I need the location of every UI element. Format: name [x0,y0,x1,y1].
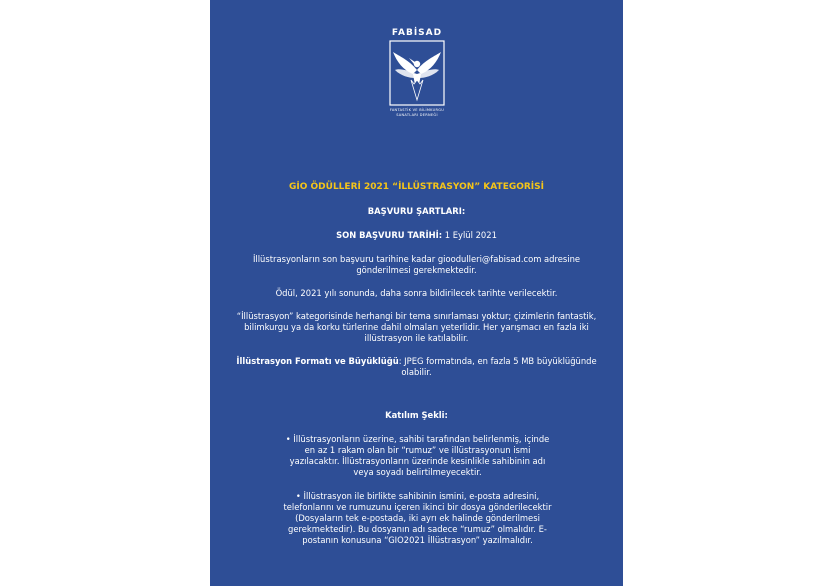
format-paragraph [234,356,599,378]
deadline-line [234,230,599,241]
deadline-label: SON BAŞVURU TARİHİ: [336,230,443,240]
participation-title: Katılım Şekli: [385,410,448,420]
participation-bullet-2: • İllüstrasyon ile birlikte sahibinin ismini, e-posta adresini, telefonlarını ve rumuzunu içeren ikinci bir dosya gönderilecektir (Dosyaların tek e-postada, iki ayrı ek halinde gönderilmesi gerekmektedir). Bu dosyanın adı sadece “rumuz” olmalıdır. E-postanın konusuna “GIO2021 İllüstrasyon” yazılmalıdır. [283,491,552,545]
award-paragraph: Ödül, 2021 yılı sonunda, daha sonra bildirilecek tarihte verilecektir. [275,288,558,298]
logo-name: FABİSAD [391,28,443,38]
poster [210,0,623,586]
format-value: : JPEG formatında, en fazla 5 MB büyüklüğünde olabilir. [398,356,597,377]
fabisad-logo [386,28,448,118]
page-title: GİO ÖDÜLLERİ 2021 “İLLÜSTRASYON” KATEGORİSİ [289,182,544,192]
participation-bullet-1: • İllüstrasyonların üzerine, sahibi tarafından belirlenmiş, içinde en az 1 rakam olan bir “rumuz” ve illüstrasyonun ismi yazılacaktır. İllüstrasyonların üzerinde kesinlikle sahibinin adı veya soyadı belirtilmeyecektir. [285,434,550,477]
format-label: İllüstrasyon Formatı ve Büyüklüğü [236,356,399,366]
email-paragraph: İllüstrasyonların son başvuru tarihine kadar gioodulleri@fabisad.com adresine gönderilmesi gerekmektedir. [252,254,581,275]
requirements-heading: BAŞVURU ŞARTLARI: [367,206,466,216]
deadline-value: 1 Eylül 2021 [442,230,497,240]
logo-subtitle-line2: SANATLARI DERNEĞİ [396,113,438,117]
theme-paragraph: “İllüstrasyon” kategorisinde herhangi bir tema sınırlaması yoktur; çizimlerin fantastik, bilimkurgu ya da korku türlerine dahil olmaları yeterlidir. Her yarışmacı en fazla iki illüstrasyon ile katılabilir. [236,311,597,343]
logo-subtitle-line1: FANTASTİK VE BİLİMKURGU [389,108,445,112]
phoenix-logo-icon [389,40,445,106]
